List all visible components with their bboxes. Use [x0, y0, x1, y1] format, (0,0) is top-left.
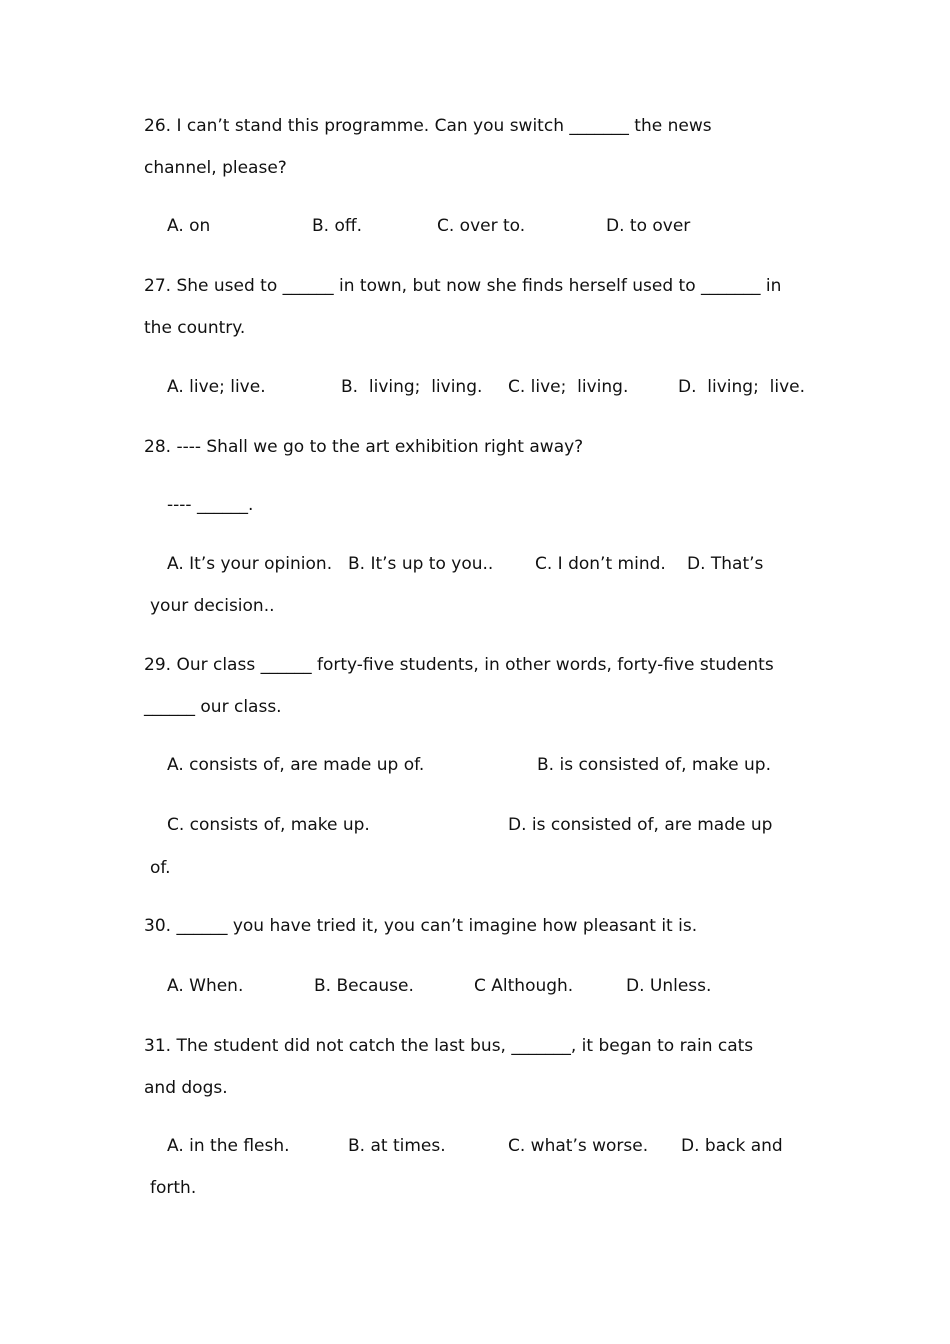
question-27-option-d: D. living; live. [678, 377, 806, 397]
question-29-stem-line-2: ______ our class. [144, 697, 282, 717]
question-31-option-c: C. what’s worse. [508, 1136, 649, 1156]
question-28-option-d: D. That’s [687, 554, 764, 574]
question-31-option-a: A. in the flesh. [167, 1136, 290, 1156]
question-26-option-a: A. on [167, 216, 211, 236]
question-31-stem-line-2: and dogs. [144, 1078, 228, 1098]
question-31-option-b: B. at times. [348, 1136, 446, 1156]
question-26-option-b: B. off. [312, 216, 362, 236]
question-30-option-b: B. Because. [314, 976, 414, 996]
question-26-option-c: C. over to. [437, 216, 526, 236]
question-29-option-c: C. consists of, make up. [167, 815, 370, 835]
question-27-stem-line-1: 27. She used to ______ in town, but now she finds herself used to _______ in [144, 276, 782, 296]
question-30-option-a: A. When. [167, 976, 244, 996]
question-31-option-d-continued: forth. [150, 1178, 197, 1198]
question-26-option-d: D. to over [606, 216, 691, 236]
question-31-option-d: D. back and [681, 1136, 783, 1156]
question-28-option-d-continued: your decision.. [150, 596, 275, 616]
question-27-option-a: A. live; live. [167, 377, 266, 397]
question-27-option-c: C. live; living. [508, 377, 629, 397]
question-29-option-b: B. is consisted of, make up. [537, 755, 771, 775]
question-29-option-a: A. consists of, are made up of. [167, 755, 425, 775]
question-29-option-d-continued: of. [150, 858, 171, 878]
question-31-stem-line-1: 31. The student did not catch the last bus, _______, it began to rain cats [144, 1036, 754, 1056]
question-28-option-a: A. It’s your opinion. [167, 554, 333, 574]
question-29-stem-line-1: 29. Our class ______ forty-five students, in other words, forty-five students [144, 655, 774, 675]
question-28-option-b: B. It’s up to you.. [348, 554, 494, 574]
question-26-stem-line-1: 26. I can’t stand this programme. Can you switch _______ the news [144, 116, 712, 136]
question-30-option-d: D. Unless. [626, 976, 712, 996]
question-27-stem-line-2: the country. [144, 318, 246, 338]
question-27-option-b: B. living; living. [341, 377, 483, 397]
question-30-option-c: C Although. [474, 976, 574, 996]
question-28-stem-line-1: 28. ---- Shall we go to the art exhibition right away? [144, 437, 584, 457]
question-26-stem-line-2: channel, please? [144, 158, 287, 178]
question-30-stem-line-1: 30. ______ you have tried it, you can’t imagine how pleasant it is. [144, 916, 698, 936]
question-29-option-d: D. is consisted of, are made up [508, 815, 773, 835]
question-28-stem-line-2: ---- ______. [167, 495, 254, 515]
question-28-option-c: C. I don’t mind. [535, 554, 666, 574]
